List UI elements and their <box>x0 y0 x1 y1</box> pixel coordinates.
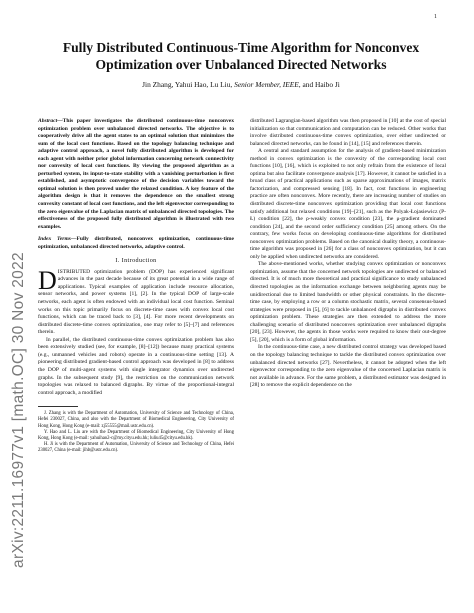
paper-title: Fully Distributed Continuous-Time Algorithm for Nonconvex Optimization over Unbalanced Directed Networks <box>62 40 420 72</box>
arxiv-stamp-text: arXiv:2211.16977v1 [math.OC] 30 Nov 2022 <box>10 252 27 568</box>
section-heading: I. Introduction <box>115 258 157 265</box>
index-terms <box>38 236 234 251</box>
body-paragraph: In the continuous-time case, a new distributed control strategy was developed based on the topology balancing technique to tackle the distributed convex optimization over unbalanced directed networks [27]. Nevertheless, it cannot be adopted when the left eigenvector corresponding to the zero eigenvalue of the concerned Laplacian matrix is not available in advance. For the same problem, a distributed estimator was designed in [28] to remove the explicit dependence on the <box>250 344 446 389</box>
abstract-text: —This paper investigates the distributed continuous-time nonconvex optimization problem over unbalanced directed networks. The objective is to cooperatively drive all the agent states to an optimal solution that minimizes the sum of the local cost functions. Based on the topology balancing technique and adaptive control approach, a novel fully distributed algorithm is developed for each agent with neither prior global information concerning network connectivity nor convexity of local cost functions. By viewing the proposed algorithm as a perturbed system, its input-to-state stability with a vanishing perturbation is first established, and asymptotic convergence of the decision variables toward the optimal solution is then proved under the relaxed condition. A key feature of the algorithm design is that it removes the dependence on the smallest strong convexity constant of local cost functions, and the left eigenvector corresponding to the zero eigenvalue of the Laplacian matrix of unbalanced directed topologies. The effectiveness of the proposed fully distributed algorithm is illustrated with two examples. <box>38 118 234 230</box>
drop-cap: D <box>38 265 57 295</box>
intro-paragraph-2: In parallel, the distributed continuous-time convex optimization problem has also been extensively studied (see, for example, [8]–[12]) because many practical systems (e.g., unmanned vehicles and robots) operate in a continuous-time setting [13]. A pioneering distributed gradient-based control approach was developed in [8] to address the DOP of multi-agent systems with single integrator dynamics over undirected graphs. In the subsequent study [9], the restriction on the communication network topologies was relaxed to balanced digraphs. By virtue of the proportional-integral control approach, a modified <box>38 336 234 396</box>
intro-paragraph-1 <box>38 265 234 337</box>
footnote-rule <box>38 406 78 407</box>
left-column <box>38 118 234 455</box>
author-line <box>44 80 438 89</box>
right-column <box>250 118 446 390</box>
footnote: J. Zhang is with the Department of Automation, University of Science and Technology of China, Hefei 230027, China, and also with the Department of Biomedical Engineering, City University of Hong Kong, Hong Kong (e-mail: zj55555@mail.ustc.edu.cn). <box>38 411 234 429</box>
page-number: 1 <box>434 14 437 20</box>
index-terms-label: Index Terms <box>38 236 71 243</box>
abstract <box>38 118 234 231</box>
author-names-after: and Haibo Ji <box>300 80 340 89</box>
body-paragraph: The above-mentioned works, whether studying convex optimization or nonconvex optimization, assume that the concerned network topologies are undirected or balanced directed. It is of much more theoretical and practical significance to study unbalanced directed topologies as the information exchange between neighboring agents may be unidirectional due to limited bandwidth or other physical constraints. In the discrete-time case, by employing a row or a column stochastic matrix, several consensus-based strategies were proposed in [5], [6] to tackle unbalanced digraphs in distributed convex optimization problem. These strategies are then extended to address the more challenging scenario of distributed nonconvex optimization over unbalanced digraphs [20], [23]. However, the agents in those works were required to know their out-degree [5], [20], which is a form of global information. <box>250 261 446 343</box>
author-membership: Senior Member, IEEE, <box>234 80 301 89</box>
abstract-label: Abstract <box>38 118 58 124</box>
footnotes <box>38 411 234 454</box>
intro-paragraph-1-text: ISTRIBUTED optimization problem (DOP) has experienced significant advances in the past decade because of its great potential in a wide range of applications. Typical examples of application include resource allocation, sensor networks, and power systems [1], [2]. In the typical DOP of large-scale networks, each agent is often endowed with an individual local cost function. Seminal works on this topic primarily focus on discrete-time cases with convex local cost functions, which can be traced back to [3], [4]. For more recent developments on distributed discrete-time convex optimization, one may refer to [5]–[7] and references therein. <box>38 268 234 336</box>
footnote: Y. Hao and L. Liu are with the Department of Biomedical Engineering, City University of Hong Kong, Hong Kong (e-mail: yahuihao2-c@my.cityu.edu.hk; luliu45@cityu.edu.hk). <box>38 429 234 441</box>
body-paragraph: A central and standard assumption for the analysis of gradient-based minimization method in convex optimization is the convexity of the corresponding local cost functions [10], [16], which is exploited to not only refrain from the existence of local optima but also facilitate convergence analysis [17]. However, it cannot be satisfied in a broad class of practical applications such as sparse approximations of images, matrix factorization, and compressed sensing [18]. In fact, cost functions in engineering practice are often nonconvex. More recently, there are increasing number of studies on distributed discrete-time nonconvex optimization providing that local cost functions satisfy additional but relaxed conditions [19]–[21], such as the Polyak-Łojasiewicz (P-Ł) condition [22], the ρ-weakly convex condition [23], the μ-gradient dominated condition [24], and the second order sufficiency condition [25] among others. On the contrary, few works focus on developing continuous-time algorithms for distributed nonconvex optimization problems. Based on the canonical duality theory, a continuous-time algorithm was proposed in [26] for a class of nonconvex optimization, but it can only be applied when undirected networks are considered. <box>250 148 446 260</box>
body-paragraph: distributed Lagrangian-based algorithm was then proposed in [10] at the cost of special initialization so that communication and computation can be reduced. Other works that involve distributed continuous-time convex optimization, over either undirected or balanced directed networks, can be found in [14], [15] and references therein. <box>250 118 446 147</box>
index-terms-text: —Fully distributed, nonconvex optimization, continuous-time optimization, unbalanced directed networks, adaptive control. <box>38 236 234 250</box>
arxiv-stamp <box>2 210 36 610</box>
author-names-before: Jin Zhang, Yahui Hao, Lu Liu, <box>142 80 235 89</box>
footnote: H. Ji is with the Department of Automation, University of Science and Technology of China, Hefei 230027, China (e-mail: jihb@ustc.edu.cn). <box>38 442 234 454</box>
